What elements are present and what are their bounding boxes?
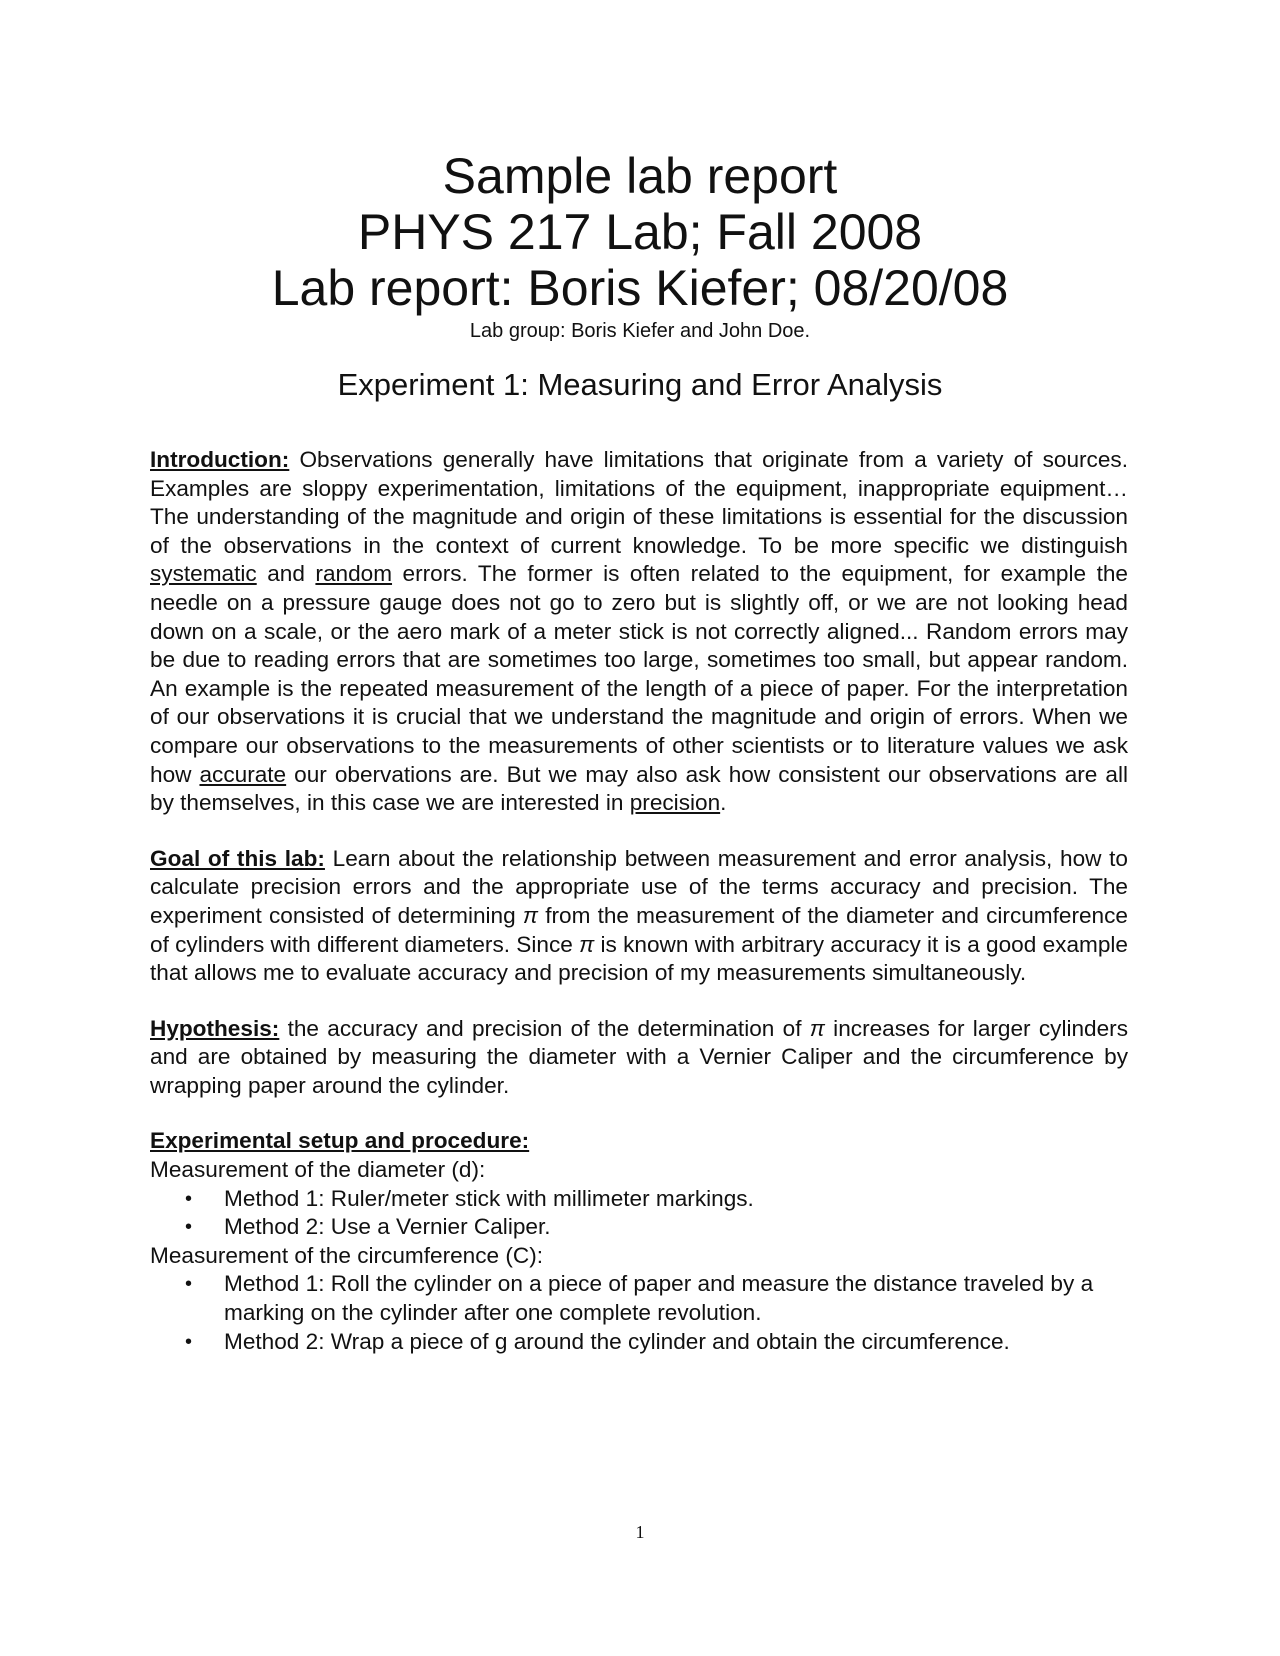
- circumference-methods-list: [150, 1270, 1128, 1356]
- goal-heading: Goal of this lab:: [150, 845, 325, 871]
- title-line-3: Lab report: Boris Kiefer; 08/20/08: [271, 260, 1009, 316]
- experiment-title: Experiment 1: Measuring and Error Analysis: [337, 367, 943, 402]
- title-line-1: Sample lab report: [442, 148, 838, 204]
- bullet-icon: •: [185, 1216, 193, 1239]
- hypothesis-text: increases for larger cylinders and are obtained by measuring the diameter with a Vernier Caliper and the circumference by wrapping paper around the cylinder.: [150, 1015, 1129, 1098]
- report-body: [150, 446, 1128, 1356]
- bullet-icon: •: [185, 1330, 193, 1353]
- introduction-text: and: [256, 561, 316, 587]
- pi-symbol: π: [579, 931, 595, 957]
- method-text: Method 2: Wrap a piece of g around the cylinder and obtain the circumference.: [224, 1328, 1010, 1354]
- title-line-2: PHYS 217 Lab; Fall 2008: [357, 204, 923, 260]
- title-block: [0, 148, 1280, 404]
- term-precision: precision: [629, 790, 721, 816]
- hypothesis-paragraph: [150, 1015, 1128, 1101]
- diameter-label: Measurement of the diameter (d):: [150, 1157, 486, 1183]
- hypothesis-text: the accuracy and precision of the determination of: [279, 1015, 810, 1041]
- diameter-methods-list: [150, 1185, 1128, 1242]
- term-accurate: accurate: [199, 761, 287, 787]
- bullet-icon: •: [185, 1187, 193, 1210]
- method-text: Method 1: Roll the cylinder on a piece of paper and measure the distance traveled by a marking on the cylinder after one complete revolution.: [224, 1271, 1094, 1326]
- introduction-text: Observations generally have limitations that originate from a variety of sources. Examples are sloppy experimentation, limitations of the equipment, inappropriate equipment… The understanding of the magnitude and origin of these limitations is essential for the discussion of the observations in the context of current knowledge. To be more specific we distinguish: [150, 447, 1128, 558]
- hypothesis-heading: Hypothesis:: [150, 1015, 280, 1041]
- goal-text: from the measurement of the diameter and circumference of cylinders with different diameters. Since: [150, 902, 1128, 957]
- introduction-text: errors. The former is often related to the equipment, for example the needle on a pressure gauge does not go to zero but is slightly off, or we are not looking head down on a scale, or the aero mark of a meter stick is not correctly aligned... Random errors may be due to reading errors that are sometimes too large, sometimes too small, but appear random. An example is the repeated measurement of the length of a piece of paper. For the interpretation of our observations it is crucial that we understand the magnitude and origin of errors. When we compare our observations to the measurements of other scientists or to literature values we ask how: [150, 561, 1128, 787]
- circumference-label: Measurement of the circumference (C):: [150, 1242, 544, 1268]
- setup-heading-line: [150, 1127, 1128, 1156]
- list-item: [150, 1270, 1128, 1327]
- method-text: Method 1: Ruler/meter stick with millimeter markings.: [224, 1185, 754, 1211]
- setup-heading: Experimental setup and procedure:: [150, 1128, 530, 1154]
- introduction-text: .: [720, 790, 727, 816]
- introduction-text: our obervations are. But we may also ask how consistent our observations are all by themselves, in this case we are interested in: [150, 761, 1128, 816]
- pi-symbol: π: [809, 1015, 825, 1041]
- goal-paragraph: [150, 845, 1128, 988]
- introduction-paragraph: [150, 446, 1128, 818]
- bullet-icon: •: [185, 1273, 193, 1296]
- list-item: [150, 1185, 1128, 1214]
- pi-symbol: π: [522, 902, 539, 928]
- list-item: [150, 1213, 1128, 1242]
- goal-text: is known with arbitrary accuracy it is a good example that allows me to evaluate accuracy and precision of my measurements simultaneously.: [150, 931, 1128, 986]
- term-random: random: [315, 561, 393, 587]
- lab-group: Lab group: Boris Kiefer and John Doe.: [469, 320, 811, 342]
- method-text: Method 2: Use a Vernier Caliper.: [224, 1214, 551, 1240]
- page-number: 1: [635, 1522, 645, 1542]
- list-item: [150, 1328, 1128, 1357]
- introduction-heading: Introduction:: [150, 447, 290, 472]
- term-systematic: systematic: [150, 561, 257, 587]
- goal-text: Learn about the relationship between measurement and error analysis, how to calculate precision errors and the appropriate use of the terms accuracy and precision. The experiment consisted of determining: [150, 845, 1128, 928]
